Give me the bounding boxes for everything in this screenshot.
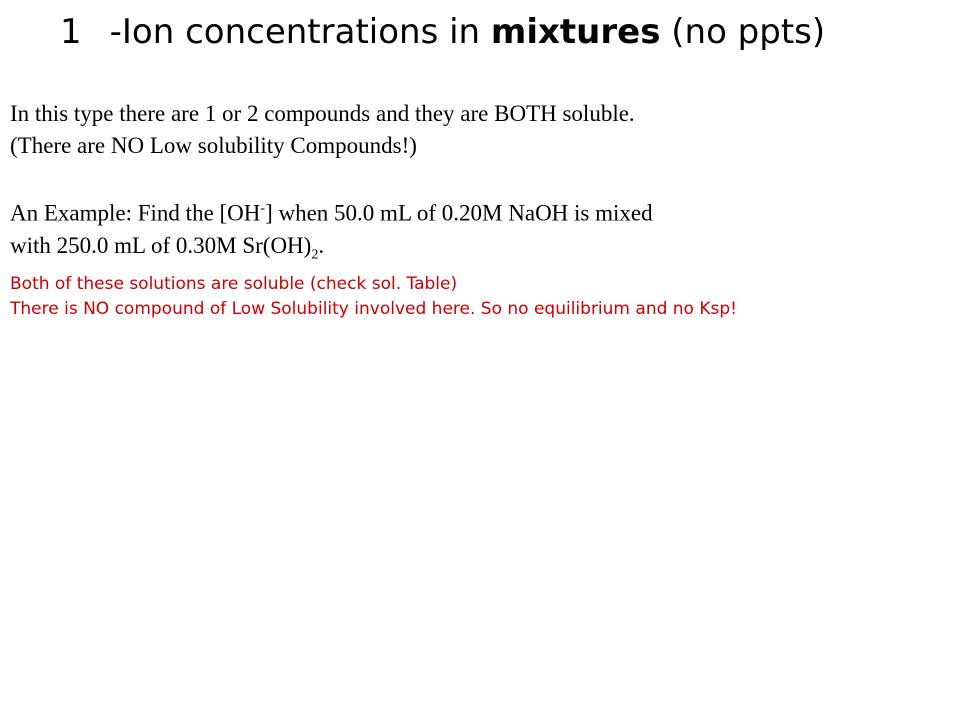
title-emphasis: mixtures	[490, 12, 661, 52]
example-paragraph	[10, 193, 940, 271]
intro-line-1: In this type there are 1 or 2 compounds and they are BOTH soluble.	[10, 101, 635, 126]
intro-line-2: (There are NO Low solubility Compounds!)	[10, 133, 417, 158]
example-text-b: ] when 50.0 mL of 0.20M NaOH is mixed	[265, 200, 653, 226]
intro-paragraph	[10, 98, 940, 162]
title-suffix: (no ppts)	[660, 12, 826, 52]
example-text-a: An Example: Find the [OH	[10, 200, 261, 226]
subscript-two: 2	[311, 247, 319, 263]
slide-title	[60, 8, 940, 56]
example-text-c: with 250.0 mL of 0.30M Sr(OH)	[10, 232, 312, 258]
note-no-ksp: There is NO compound of Low Solubility involved here. So no equilibrium and no Ksp!	[10, 299, 737, 319]
hydroxide-charge: -	[260, 201, 266, 216]
example-line-2	[10, 230, 940, 272]
example-period: .	[318, 232, 325, 258]
note-soluble: Both of these solutions are soluble (check sol. Table)	[10, 274, 458, 294]
title-prefix: -Ion concentrations in	[109, 12, 491, 52]
title-number: 1	[60, 12, 82, 52]
example-line-1	[10, 193, 940, 230]
